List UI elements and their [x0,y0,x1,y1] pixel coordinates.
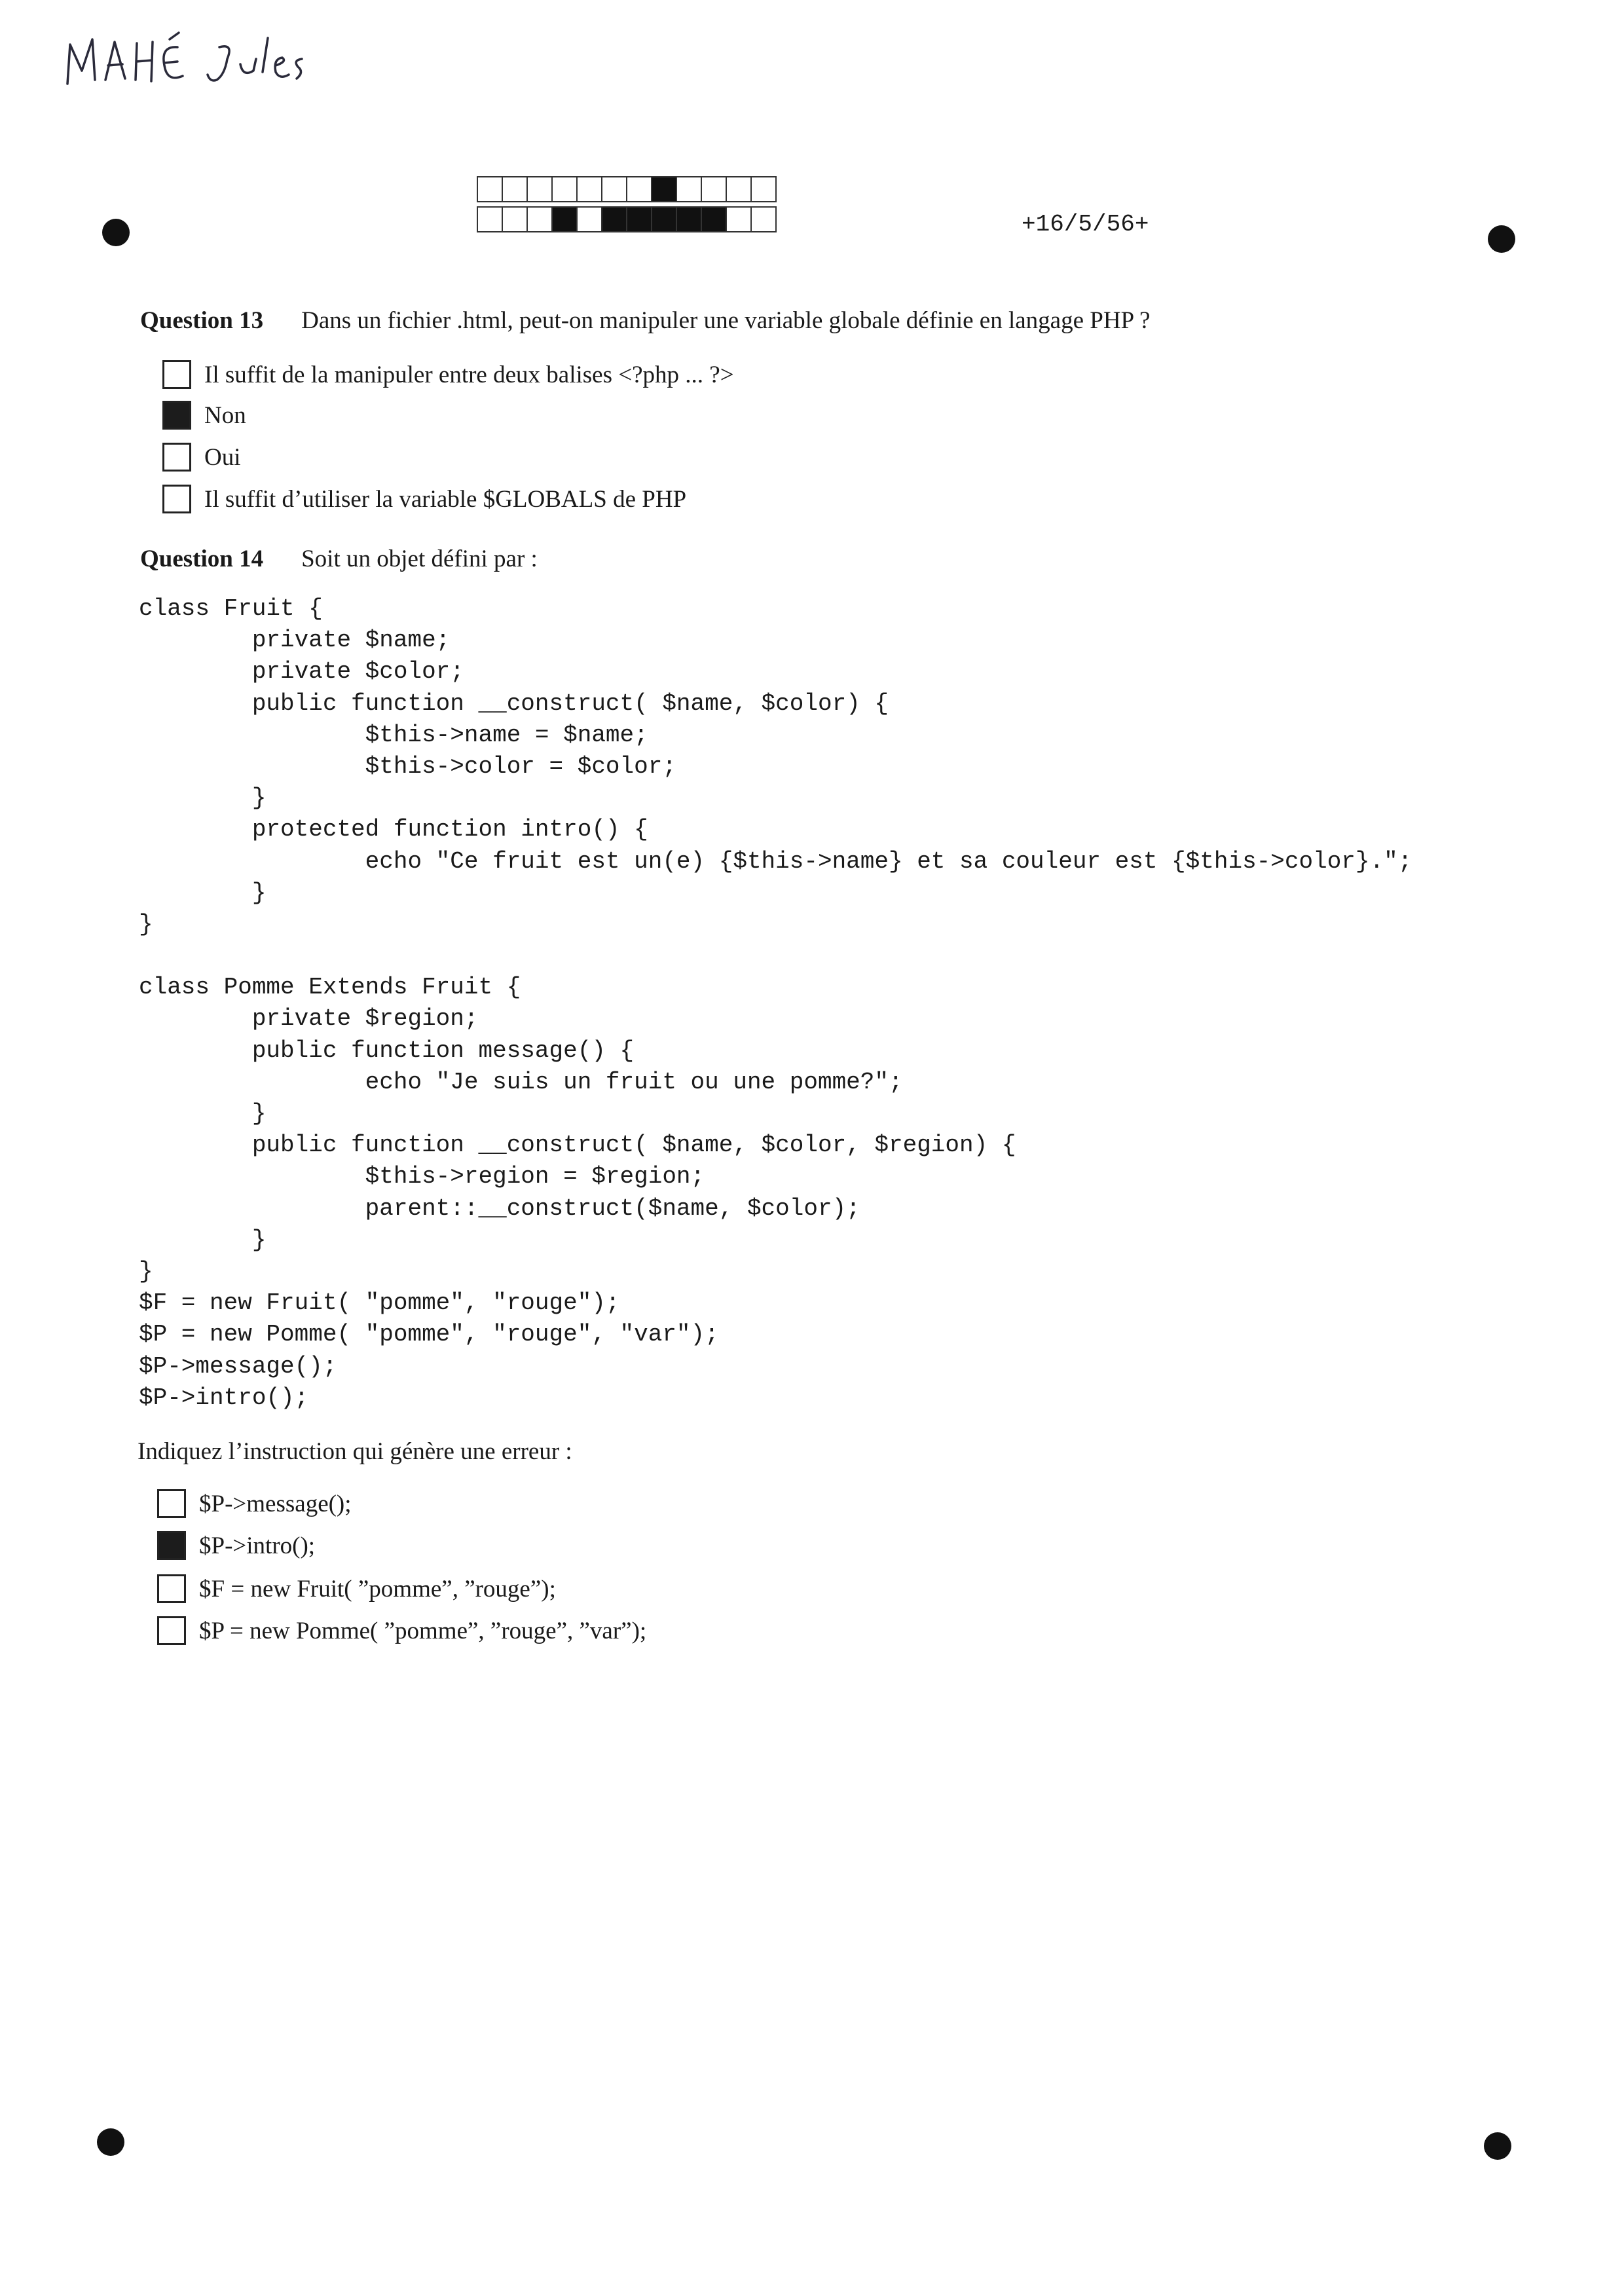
code-line: protected function intro() { [139,816,648,843]
id-grid-cell [602,177,627,202]
registration-mark-bottom-right [1484,2132,1511,2160]
code-line: $this->color = $color; [139,752,676,780]
code-line: class Fruit { [139,595,323,622]
id-grid-cell [726,177,751,202]
q14-option-1[interactable] [157,1488,352,1519]
q14-option-label: $F = new Fruit( ”pomme”, ”rouge”); [199,1575,556,1602]
id-grid-cell [726,207,751,232]
q14-option-label: $P->message(); [199,1490,352,1517]
q13-checkbox-2[interactable] [162,401,191,430]
id-grid-cell [552,177,577,202]
q13-option-1[interactable] [162,359,734,390]
q13-option-label: Non [204,401,246,429]
id-grid-cell [527,207,552,232]
code-line: $this->name = $name; [139,721,648,749]
code-line: $this->region = $region; [139,1163,705,1191]
q14-option-3[interactable] [157,1573,556,1604]
question-14-number: Question 14 [140,546,264,572]
code-line: $P = new Pomme( "pomme", "rouge", "var"); [139,1321,719,1348]
q14-option-label: $P->intro(); [199,1532,316,1559]
id-grid-cell [751,207,776,232]
registration-mark-top-right [1488,225,1515,253]
id-grid-cell [477,207,502,232]
q14-checkbox-4[interactable] [157,1616,186,1645]
id-grid-cell [627,207,652,232]
q14-option-4[interactable] [157,1615,646,1646]
id-grid-cell [627,177,652,202]
question-14-text: Soit un objet défini par : [301,546,538,572]
q14-option-2[interactable] [157,1530,315,1561]
id-grid-cell [502,207,527,232]
registration-mark-top-left [102,219,130,246]
id-grid-cell [577,177,602,202]
code-line: parent::__construct($name, $color); [139,1194,860,1222]
student-id-grid [477,176,778,237]
id-grid-cell [527,177,552,202]
code-line: private $color; [139,658,464,686]
q14-checkbox-1[interactable] [157,1489,186,1518]
question-13-number: Question 13 [140,307,264,334]
id-grid-cell [701,207,726,232]
id-grid-cell [676,207,701,232]
code-line: } [139,910,153,938]
id-grid-cell [701,177,726,202]
code-line: $P->intro(); [139,1384,309,1411]
q13-checkbox-3[interactable] [162,443,191,472]
q14-checkbox-3[interactable] [157,1574,186,1603]
code-line: echo "Ce fruit est un(e) {$this->name} et sa couleur est {$this->color}."; [139,847,1412,875]
q14-option-label: $P = new Pomme( ”pomme”, ”rouge”, ”var”); [199,1617,647,1644]
code-line: $F = new Fruit( "pomme", "rouge"); [139,1289,620,1317]
code-block [139,593,1412,1414]
q13-option-label: Il suffit de la manipuler entre deux balises <?php ... ?> [204,361,734,388]
code-line: $P->message(); [139,1352,337,1380]
q13-option-label: Oui [204,443,241,471]
id-grid-cell [751,177,776,202]
registration-mark-bottom-left [97,2128,124,2156]
code-line: } [139,1226,267,1253]
id-grid-cell [652,177,676,202]
id-grid-cell [676,177,701,202]
code-line: public function message() { [139,1037,635,1064]
q13-option-3[interactable] [162,441,241,473]
id-grid-cell [602,207,627,232]
question-13-text: Dans un fichier .html, peut-on manipuler une variable globale définie en langage PHP ? [301,307,1151,334]
code-line: public function __construct( $name, $color, $region) { [139,1132,1016,1159]
q13-checkbox-1[interactable] [162,360,191,389]
question-14-prompt: Indiquez l’instruction qui génère une erreur : [138,1438,572,1465]
code-line: private $name; [139,627,451,654]
id-grid-cell [577,207,602,232]
code-line: } [139,879,267,906]
id-grid-cell [477,177,502,202]
question-14-heading [140,545,538,573]
code-line: echo "Je suis un fruit ou une pomme?"; [139,1068,903,1096]
code-line: private $region; [139,1005,479,1033]
sheet-code: +16/5/56+ [1022,211,1149,238]
q13-option-label: Il suffit d’utiliser la variable $GLOBALS de PHP [204,485,687,513]
question-13-heading [140,306,1150,335]
q13-option-2[interactable] [162,399,246,431]
code-line: } [139,785,267,812]
code-line: } [139,1100,267,1127]
handwritten-name-signature [62,20,311,92]
code-line: public function __construct( $name, $color) { [139,690,889,717]
q14-checkbox-2[interactable] [157,1531,186,1560]
id-grid-cell [652,207,676,232]
code-line: } [139,1257,153,1285]
id-grid-cell [552,207,577,232]
q13-option-4[interactable] [162,483,686,515]
q13-checkbox-4[interactable] [162,485,191,513]
code-line: class Pomme Extends Fruit { [139,974,521,1001]
id-grid-cell [502,177,527,202]
code-line [139,940,1412,972]
